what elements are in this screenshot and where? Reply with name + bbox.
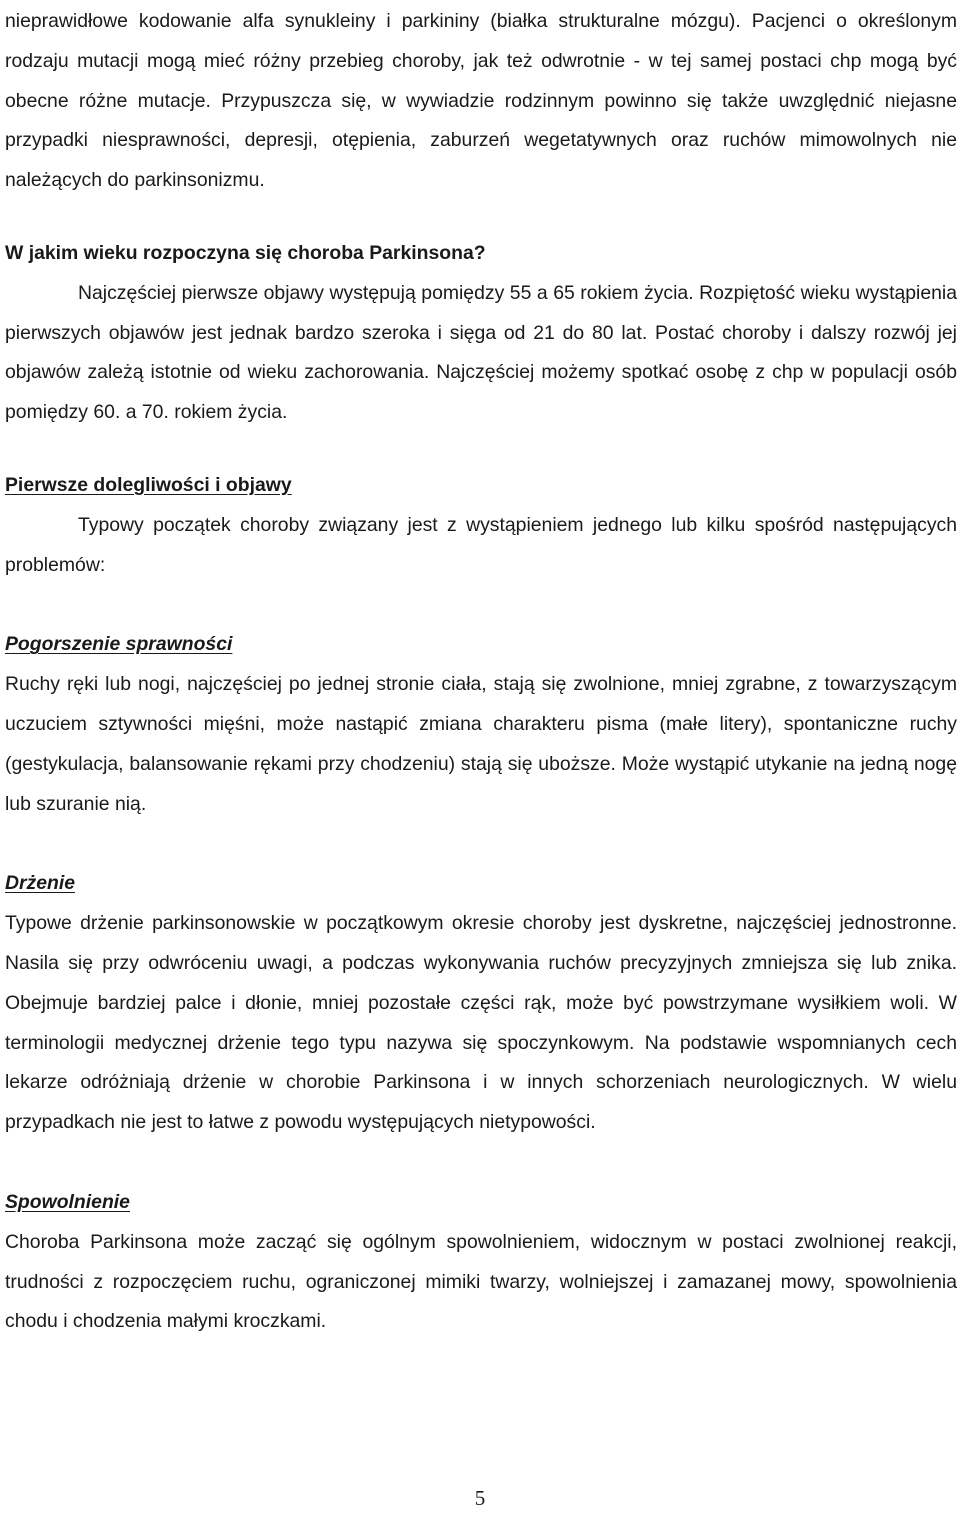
- first-symptoms-heading: Pierwsze dolegliwości i objawy: [5, 473, 292, 496]
- page-number: 5: [474, 1486, 486, 1510]
- drzenie-paragraph: Typowe drżenie parkinsonowskie w początkowym okresie choroby jest dyskretne, najczęściej jednostronne. Nasila się przy odwróceniu uwagi, a podczas wykonywania ruchów precyzyjnych zmniejsza się lub znika. Obejmuje bardziej palce i dłonie, mniej pozostałe części rąk, może być powstrzymane wysiłkiem woli. W terminologii medycznej drżenie tego typu nazywa się spoczynkowym. Na podstawie wspomnianych cech lekarze odróżniają drżenie w chorobie Parkinsona i w innych schorzeniach neurologicznych. W wielu przypadkach nie jest to łatwe z powodu występujących nietypowości.: [5, 912, 957, 1134]
- document-page: [5, 0, 957, 1342]
- first-symptoms-paragraph: Typowy początek choroby związany jest z wystąpieniem jednego lub kilku spośród następujących problemów:: [5, 513, 957, 576]
- sprawnosc-heading: Pogorszenie sprawności: [5, 633, 233, 656]
- spowolnienie-heading: Spowolnienie: [5, 1190, 130, 1213]
- intro-paragraph: nieprawidłowe kodowanie alfa synukleiny i parkininy (białka strukturalne mózgu). Pacjenci o określonym rodzaju mutacji mogą mieć różny przebieg choroby, jak też odwrotnie - w tej samej postaci chp mogą być obecne różne mutacje. Przypuszcza się, w wywiadzie rodzinnym powinno się także uwzględnić niejasne przypadki niesprawności, depresji, otępienia, zaburzeń wegetatywnych oraz ruchów mimowolnych nie należących do parkinsonizmu.: [5, 10, 957, 192]
- sprawnosc-paragraph: Ruchy ręki lub nogi, najczęściej po jednej stronie ciała, stają się zwolnione, mniej zgrabne, z towarzyszącym uczuciem sztywności mięśni, może nastąpić zmiana charakteru pisma (małe litery), spontaniczne ruchy (gestykulacja, balansowanie rękami przy chodzeniu) stają się uboższe. Może wystąpić utykanie na jedną nogę lub szuranie nią.: [5, 673, 957, 815]
- spowolnienie-paragraph: Choroba Parkinsona może zacząć się ogólnym spowolnieniem, widocznym w postaci zwolnionej reakcji, trudności z rozpoczęciem ruchu, ograniczonej mimiki twarzy, wolniejszej i zamazanej mowy, spowolnienia chodu i chodzenia małymi kroczkami.: [5, 1230, 957, 1333]
- drzenie-heading: Drżenie: [5, 872, 76, 895]
- age-paragraph: Najczęściej pierwsze objawy występują pomiędzy 55 a 65 rokiem życia. Rozpiętość wieku wystąpienia pierwszych objawów jest jednak bardzo szeroka i sięga od 21 do 80 lat. Postać choroby i dalszy rozwój jej objawów zależą istotnie od wieku zachorowania. Najczęściej możemy spotkać osobę z chp w populacji osób pomiędzy 60. a 70. rokiem życia.: [5, 281, 957, 424]
- age-heading: W jakim wieku rozpoczyna się choroba Parkinsona?: [5, 241, 486, 264]
